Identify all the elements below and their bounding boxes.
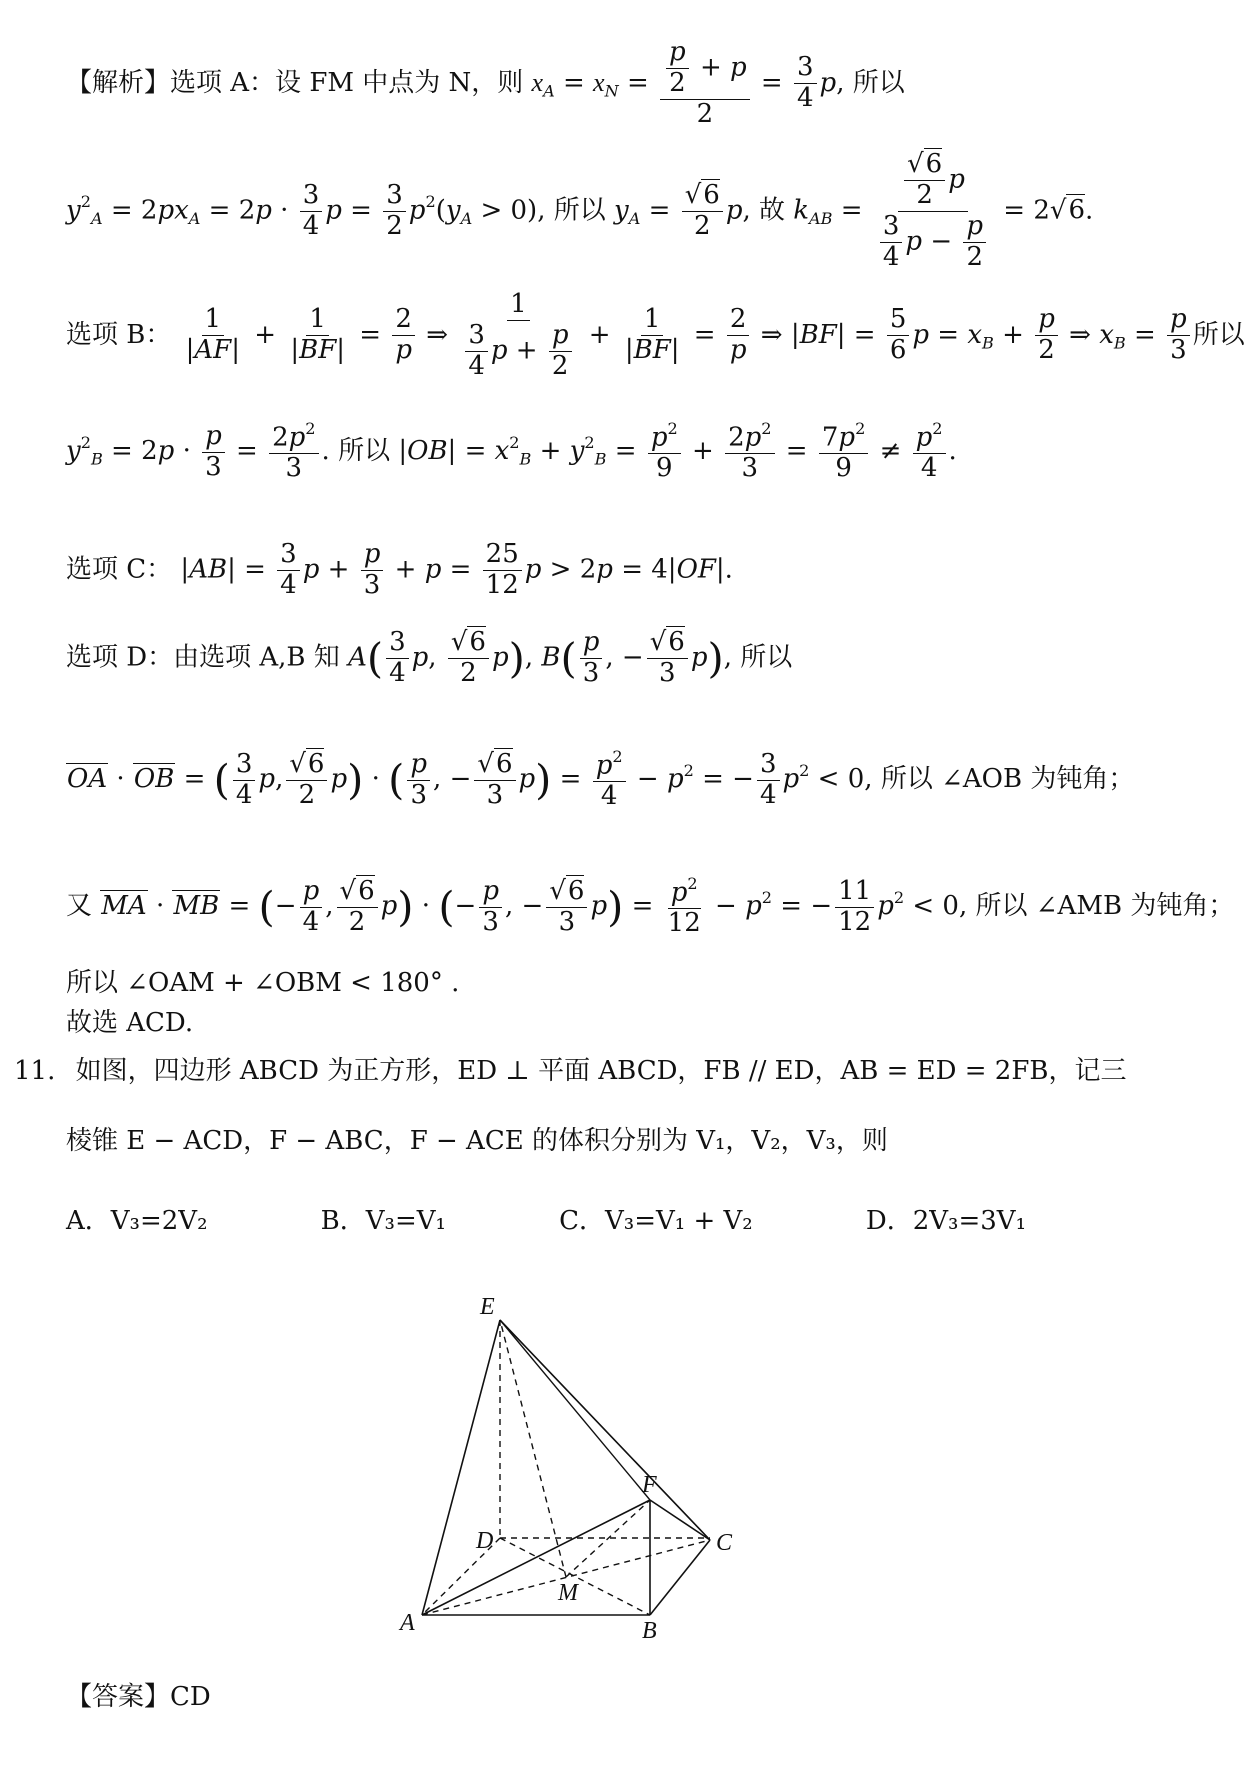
question-text-1: 如图，四边形 ABCD 为正方形，ED ⊥ 平面 ABCD，FB // ED，AB = ED = 2FB，记三: [75, 1056, 1127, 1086]
question-number: 11.: [14, 1056, 56, 1086]
label-a: A: [400, 1610, 415, 1636]
option-a-intro: 选项 A：设 FM 中点为 N，则: [170, 67, 524, 98]
option-a-line1: 【解析】选项 A：设 FM 中点为 N，则 $x_A = x_N$ = $\frac{p}{2}$ + p 2 = $\frac{3}{4}$ p, 所以: [66, 37, 905, 129]
option-a[interactable]: A．V₃=2V₂: [66, 1206, 208, 1236]
answer-label: 【答案】: [66, 1682, 171, 1712]
option-d[interactable]: D．2V₃=3V₁: [865, 1206, 1026, 1236]
solution-header: 【解析】: [66, 67, 171, 98]
option-d-prefix: 又: [66, 891, 93, 922]
option-a-line2: $y^2_A = 2px_A = 2p$ · $\frac{3}{4}$ p = $\frac{3}{2}$ $p^2(y_A > 0)$, 所以 $y_A$ = $\frac{√6}{2}$ p, 故 $k_{AB}$ = $\frac{√6}{2}$ p $\frac{3}{4}$ p − $\frac{p}{2}$ = 2√6.: [66, 149, 1094, 272]
option-c[interactable]: C．V₃=V₁ + V₂: [559, 1206, 753, 1236]
option-a-mid: 所以: [553, 195, 606, 226]
answer-value: CD: [170, 1682, 211, 1712]
option-b[interactable]: B．V₃=V₁: [320, 1206, 446, 1236]
fraction: $\frac{p}{2}$ + p 2: [660, 38, 750, 130]
answer-line: [66, 1682, 211, 1713]
label-d: D: [476, 1528, 494, 1554]
option-a-tail: 所以: [852, 67, 905, 98]
label-f: F: [642, 1472, 657, 1498]
final-choice: 故选 ACD.: [66, 1008, 194, 1038]
label-c: C: [716, 1530, 733, 1556]
option-d-obtuse1: 所以 ∠AOB 为钝角；: [880, 764, 1135, 795]
option-c-label: 选项 C：: [66, 554, 173, 585]
label-m: M: [558, 1580, 578, 1606]
option-d-obtuse2: 所以 ∠AMB 为钝角；: [975, 891, 1235, 922]
label-e: E: [480, 1294, 495, 1320]
option-c-line: 选项 C： |AB| = $\frac{3}{4}$ p + $\frac{p}{3}$ + p = $\frac{25}{12}$ p > 2p = 4|OF|.: [66, 539, 733, 600]
fraction: $\frac{3}{4}$: [794, 53, 817, 114]
pyramid-figure: [380, 1280, 780, 1644]
question-line2: 棱锥 E − ACD，F − ABC，F − ACE 的体积分别为 V₁，V₂，V₃，则: [66, 1126, 888, 1156]
option-d-label: 选项 D：由选项 A,B 知: [66, 642, 340, 673]
option-b-line1: 选项 B： $\frac{1}{|AF|}$ + $\frac{1}{|BF|}$ = $\frac{2}{p}$ ⇒ 1 $\frac{3}{4}$ p + $\frac{p}{2}$ + $\frac{1}{|BF|}$ = $\frac{2}{p}$ ⇒ |BF| = $\frac{5}{6}$ $p = x_B$ + $\frac{p}{2}$ ⇒ $x_B$ = $\frac{p}{3}$ 所以: [66, 289, 1245, 381]
option-b-tail: 所以: [1192, 319, 1245, 350]
option-d-line1: 选项 D：由选项 A,B 知 A( $\frac{3}{4}$ p, $\frac{√6}{2}$ p), B( $\frac{p}{3}$ , − $\frac{√6}{3}$ p), 所以: [66, 627, 793, 688]
option-a-gu: 故: [759, 195, 786, 226]
option-d-tail: 所以: [740, 642, 793, 673]
option-b-line2: $y^2_B = 2p$ · $\frac{p}{3}$ = $\frac{2p^2}{3}$ . 所以 $|OB| = x^2_B + y^2_B$ = $\frac{p^2}{9}$ + $\frac{2p^2}{3}$ = $\frac{7p^2}{9}$ ≠ $\frac{p^2}{4}$ .: [66, 419, 957, 484]
answer-options: [66, 1200, 1026, 1237]
label-b: B: [642, 1618, 657, 1644]
option-b-label: 选项 B：: [66, 319, 172, 350]
option-d-conclusion: 所以 ∠OAM + ∠OBM < 180° .: [66, 968, 460, 998]
option-d-line2: OA · OB = ( $\frac{3}{4}$ p, $\frac{√6}{2}$ p) · ( $\frac{p}{3}$ , − $\frac{√6}{3}$ p) = $\frac{p^2}{4}$ − $p^2$ = − $\frac{3}{4}$ $p^2 < 0$, 所以 ∠AOB 为钝角；: [67, 747, 1135, 812]
option-b-mid: 所以: [338, 436, 391, 467]
option-d-line3: 又 MA · MB = (− $\frac{p}{4}$ , $\frac{√6}{2}$ p) · (− $\frac{p}{3}$ , − $\frac{√6}{3}$ p) = $\frac{p^2}{12}$ − $p^2$ = − $\frac{11}{12}$ $p^2 < 0$, 所以 ∠AMB 为钝角；: [66, 874, 1235, 939]
question-line1: [14, 1056, 1126, 1087]
